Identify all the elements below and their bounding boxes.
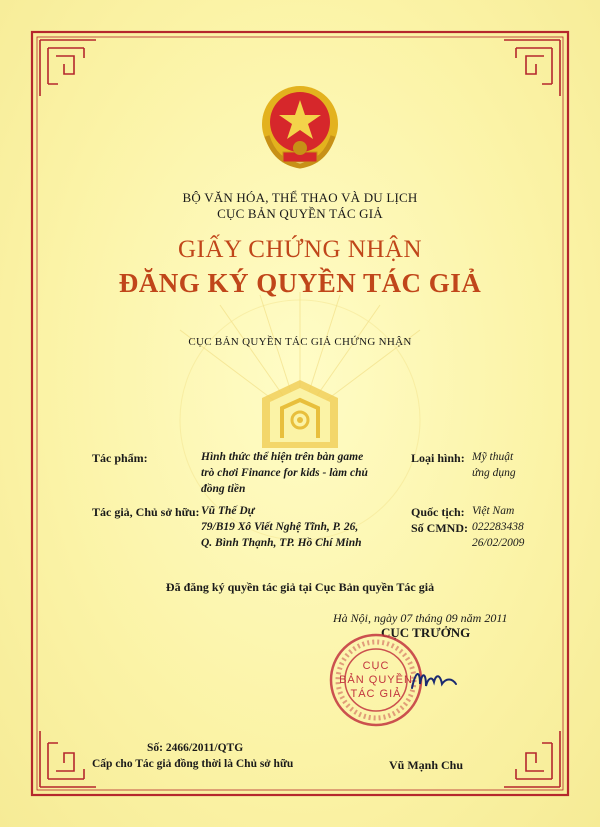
issued-to: Cấp cho Tác giả đồng thời là Chủ sở hữu <box>92 758 294 770</box>
registration-statement: Đã đăng ký quyền tác giả tại Cục Bản quyền Tác giả <box>165 580 435 594</box>
work-title-line: đồng tiền <box>201 483 246 495</box>
certificate-title-line1: GIẤY CHỨNG NHẬN <box>177 236 422 263</box>
author-name: Vũ Thế Dự <box>201 505 255 517</box>
certifies-statement: CỤC BẢN QUYỀN TÁC GIẢ CHỨNG NHẬN <box>188 336 412 348</box>
author-address-line: 79/B19 Xô Viết Nghệ Tĩnh, P. 26, <box>201 521 359 533</box>
national-emblem-icon <box>255 82 345 172</box>
certificate-number: Số: 2466/2011/QTG <box>147 742 244 754</box>
signer-name: Vũ Mạnh Chu <box>389 758 464 772</box>
id-issue-date: 26/02/2009 <box>472 537 525 549</box>
id-number: 022283438 <box>472 521 524 533</box>
department-name: CỤC BẢN QUYỀN TÁC GIẢ <box>217 206 383 221</box>
id-label: Số CMND: <box>411 521 468 535</box>
stamp-text-line: BẢN QUYỀN <box>339 674 413 686</box>
nationality-label: Quốc tịch: <box>411 505 465 519</box>
work-type-line: ứng dụng <box>472 467 516 479</box>
ministry-name: BỘ VĂN HÓA, THỂ THAO VÀ DU LỊCH <box>182 190 418 205</box>
signer-title: CỤC TRƯỞNG <box>381 625 471 640</box>
nationality-value: Việt Nam <box>472 505 515 517</box>
work-type-label: Loại hình: <box>411 451 465 465</box>
handwritten-signature <box>408 664 460 696</box>
signing-date: Hà Nội, ngày 07 tháng 09 năm 2011 <box>333 611 508 625</box>
department-logo-icon <box>258 376 342 452</box>
work-title-line: Hình thức thể hiện trên bàn game <box>201 451 364 463</box>
author-address-line: Q. Bình Thạnh, TP. Hồ Chí Minh <box>201 537 362 549</box>
certificate-title-line2: ĐĂNG KÝ QUYỀN TÁC GIẢ <box>118 268 482 298</box>
stamp-text-line: CỤC <box>362 660 390 672</box>
work-type-line: Mỹ thuật <box>472 451 514 463</box>
work-label: Tác phẩm: <box>92 451 148 465</box>
author-label: Tác giả, Chủ sở hữu: <box>92 505 200 519</box>
stamp-text-line: TÁC GIẢ <box>350 688 402 700</box>
work-title-line: trò chơi Finance for kids - làm chủ <box>201 467 368 479</box>
